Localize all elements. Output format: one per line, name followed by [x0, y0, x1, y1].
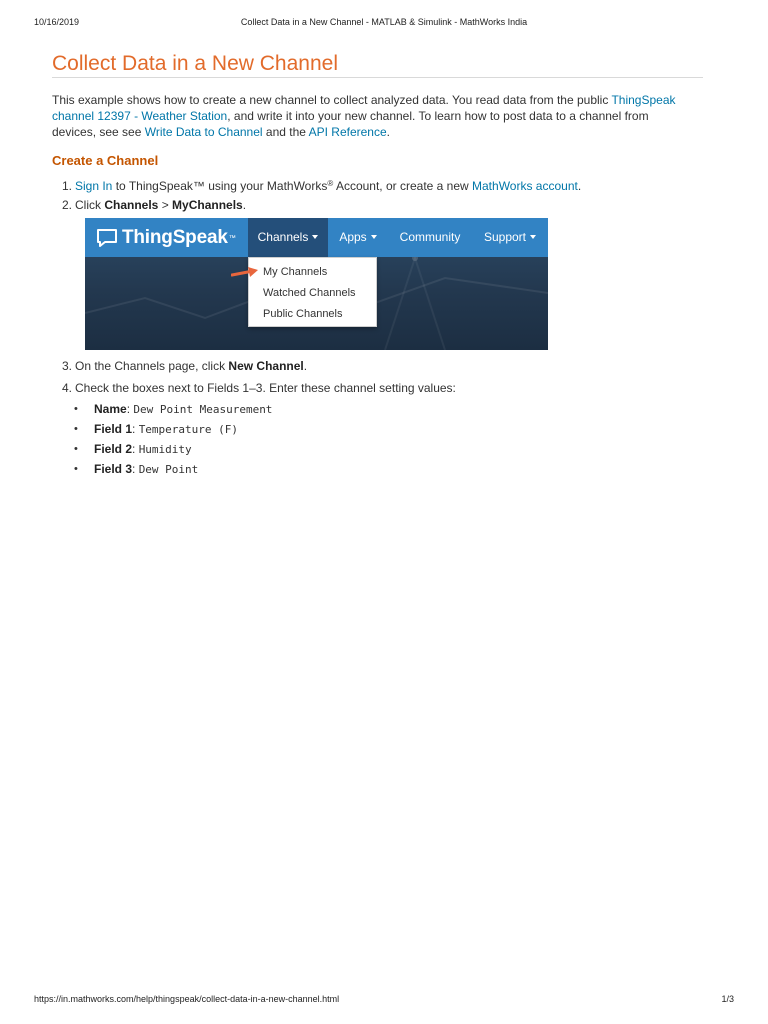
step-text: to ThingSpeak™ using your MathWorks	[112, 179, 328, 193]
colon: :	[132, 462, 139, 476]
step-text: .	[242, 198, 247, 212]
menu-item-watched-channels[interactable]: Watched Channels	[263, 287, 356, 299]
field-value: Humidity	[138, 443, 192, 456]
intro-text-3: and the	[262, 125, 309, 139]
api-reference-link[interactable]: API Reference	[308, 125, 387, 139]
section-heading-create-channel: Create a Channel	[52, 153, 159, 168]
step-text: Account, or create a new	[333, 179, 473, 193]
intro-text-2: , and write it into your new channel. To learn how to post data to a channel from devices, see see	[52, 109, 649, 139]
nav-apps[interactable]	[328, 218, 388, 257]
trademark: ™	[228, 234, 236, 242]
bullet: •	[74, 463, 78, 475]
nav-community-label: Community	[399, 230, 461, 244]
intro-text-1: This example shows how to create a new channel to collect analyzed data. You read data from the public	[52, 93, 612, 107]
registered-mark: ®	[327, 179, 334, 188]
mathworks-account-link[interactable]: MathWorks account	[472, 179, 578, 193]
step-text: .	[303, 359, 308, 373]
nav-community[interactable]	[388, 218, 472, 257]
colon: :	[126, 402, 134, 416]
step-bold: MyChannels	[172, 198, 243, 212]
nav-channels[interactable]	[248, 218, 328, 257]
print-date: 10/16/2019	[34, 17, 80, 27]
intro-text-4: .	[386, 125, 390, 139]
nav-support-label: Support	[483, 230, 527, 244]
colon: :	[132, 422, 139, 436]
sign-in-link[interactable]: Sign In	[75, 179, 113, 193]
menu-item-my-channels[interactable]: My Channels	[263, 266, 328, 278]
step-1	[62, 176, 581, 194]
step-text: >	[158, 198, 173, 212]
step-number: 1.	[62, 179, 73, 193]
print-header	[0, 17, 768, 31]
nav-support[interactable]	[472, 218, 548, 257]
field-label: Field 3	[94, 462, 133, 476]
field-label: Name	[94, 402, 127, 416]
pointer-arrow-icon	[231, 266, 261, 278]
step-2	[62, 197, 246, 213]
intro-paragraph	[52, 92, 692, 140]
step-text: Check the boxes next to Fields 1–3. Enter these channel setting values:	[75, 381, 456, 395]
thingspeak-logo[interactable]	[96, 226, 236, 250]
print-doc-title: Collect Data in a New Channel - MATLAB & Simulink - MathWorks India	[240, 17, 528, 27]
chat-bubble-icon	[96, 228, 118, 248]
field-label: Field 1	[94, 422, 133, 436]
print-url: https://in.mathworks.com/help/thingspeak/collect-data-in-a-new-channel.html	[34, 994, 340, 1004]
field-value: Temperature (F)	[138, 423, 239, 436]
bullet: •	[74, 423, 78, 435]
step-text: .	[577, 179, 582, 193]
step-number: 4.	[62, 381, 73, 395]
step-4	[62, 380, 456, 396]
step-text: On the Channels page, click	[75, 359, 229, 373]
thingspeak-screenshot	[85, 218, 548, 350]
colon: :	[132, 442, 139, 456]
bullet: •	[74, 443, 78, 455]
field-value: Dew Point	[138, 463, 199, 476]
step-bold: New Channel	[228, 359, 304, 373]
caret-down-icon	[530, 235, 536, 239]
step-number: 3.	[62, 359, 73, 373]
step-3	[62, 358, 307, 374]
weather-station-link[interactable]: ThingSpeak channel 12397 - Weather Station	[52, 93, 676, 123]
thingspeak-logo-text: ThingSpeak	[122, 227, 228, 248]
page-number: 1/3	[721, 994, 734, 1004]
page-title: Collect Data in a New Channel	[52, 52, 338, 75]
thingspeak-navbar	[85, 218, 548, 257]
bullet: •	[74, 403, 78, 415]
step-bold: Channels	[104, 198, 159, 212]
write-data-link[interactable]: Write Data to Channel	[144, 125, 263, 139]
field-label: Field 2	[94, 442, 133, 456]
nav-channels-label: Channels	[257, 230, 309, 244]
caret-down-icon	[312, 235, 318, 239]
nav-apps-label: Apps	[339, 230, 367, 244]
channels-dropdown-menu	[248, 257, 377, 327]
caret-down-icon	[371, 235, 377, 239]
field-value: Dew Point Measurement	[133, 403, 273, 416]
step-text: Click	[75, 198, 105, 212]
step-number: 2.	[62, 198, 73, 212]
menu-item-public-channels[interactable]: Public Channels	[263, 308, 343, 320]
title-divider	[52, 77, 703, 78]
